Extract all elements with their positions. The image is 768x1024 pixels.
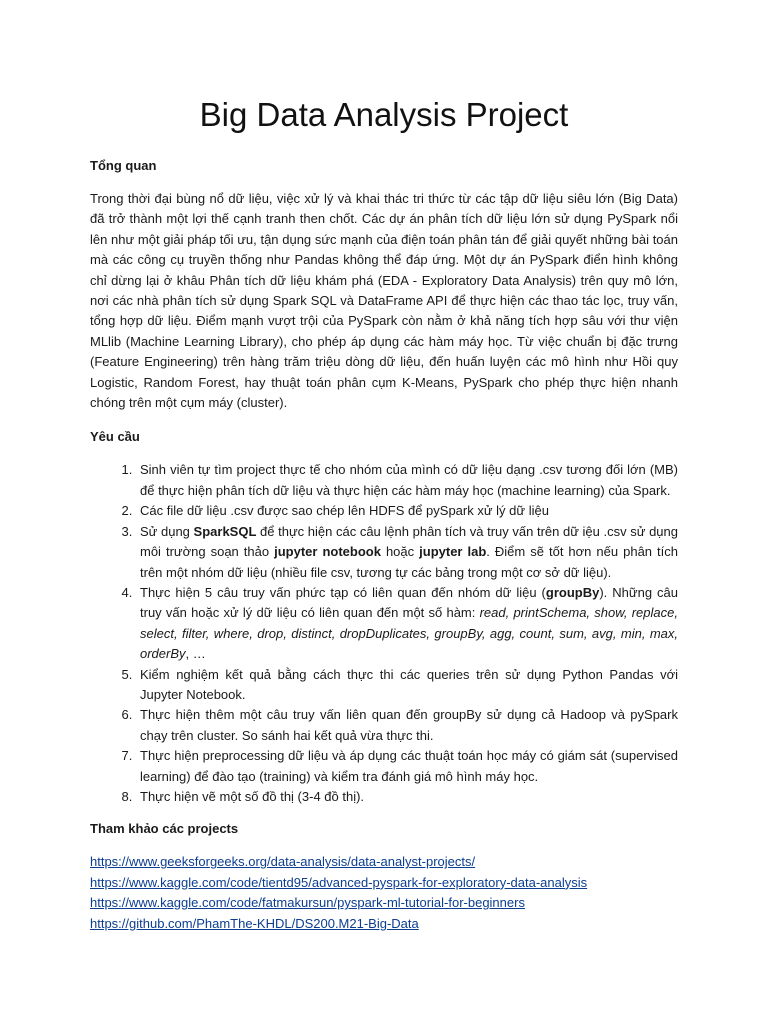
- requirement-item-4-text-c: ). Những câu truy vấn hoặc xử lý dữ liệu có liên quan đến một số hàm:: [140, 584, 678, 621]
- requirement-item-3-text-e: hoặc: [380, 544, 420, 560]
- requirement-item-4-text-a: Thực hiện 5 câu truy vấn phức tạp có liên quan đến nhóm dữ liệu (: [140, 584, 546, 600]
- jupyter-lab-term: jupyter lab: [419, 544, 487, 560]
- overview-paragraph: Trong thời đại bùng nổ dữ liệu, việc xử lý và khai thác tri thức từ các tập dữ liệu siêu lớn (Big Data) đã trở thành một lợi thế cạnh tranh then chốt. Các dự án phân tích dữ liệu lớn sử dụng PySpark nổi lên như một giải pháp tối ưu, tận dụng sức mạnh của điện toán phân tán để giải quyết những bài toán mà các công cụ truyền thống như Pandas không thể đáp ứng. Một dự án PySpark điển hình không chỉ dừng lại ở khâu Phân tích dữ liệu khám phá (EDA - Exploratory Data Analysis) trên quy mô lớn, nơi các nhà phân tích sử dụng Spark SQL và DataFrame API để thực hiện các thao tác lọc, truy vấn, tổng hợp dữ liệu. Điểm mạnh vượt trội của PySpark còn nằm ở khả năng tích hợp sâu với thư viện MLlib (Machine Learning Library), cho phép áp dụng các hàm máy học. Từ việc chuẩn bị đặc trưng (Feature Engineering) trên hàng trăm triệu dòng dữ liệu, đến huấn luyện các mô hình như Hồi quy Logistic, Random Forest, hay thuật toán phân cụm K-Means, PySpark cho phép thực hiện nhanh chóng trên một cụm máy (cluster).: [90, 191, 678, 411]
- groupby-term: groupBy: [545, 584, 600, 600]
- overview-heading: Tổng quan: [90, 158, 157, 173]
- requirements-heading: Yêu cầu: [90, 429, 140, 445]
- requirement-item-5: 5. Kiểm nghiệm kết quả bằng cách thực thi các queries trên sử dụng Python Pandas với Jupyter Notebook.: [136, 665, 678, 706]
- reference-link-3[interactable]: https://www.kaggle.com/code/fatmakursun/pyspark-ml-tutorial-for-beginners: [90, 895, 525, 911]
- requirement-item-8: 8. Thực hiện vẽ một số đồ thị (3-4 đồ thị).: [136, 787, 678, 807]
- requirement-item-3-text-c: để thực hiện các câu lệnh phân tích và truy vấn trên dữ iệu .csv sử dụng môi trường soạn thảo: [140, 523, 678, 560]
- requirement-item-2: 2. Các file dữ liệu .csv được sao chép lên HDFS để pySpark xử lý dữ liệu: [136, 501, 678, 521]
- references-heading: Tham khảo các projects: [90, 821, 239, 837]
- function-list: read, printSchema, show, replace, select, filter, where, drop, distinct, dropDuplicates, groupBy, agg, count, sum, avg, min, max, orderBy: [140, 605, 678, 662]
- requirement-item-3: [136, 522, 678, 583]
- reference-link-2[interactable]: https://www.kaggle.com/code/tientd95/advanced-pyspark-for-exploratory-data-analysis: [90, 874, 588, 890]
- requirement-item-4: [136, 583, 678, 665]
- reference-link-1[interactable]: https://www.geeksforgeeks.org/data-analysis/data-analyst-projects/: [90, 854, 476, 870]
- requirements-list: [90, 460, 678, 807]
- requirement-item-7: 7. Thực hiện preprocessing dữ liệu và áp dụng các thuật toán học máy có giám sát (supervised learning) để đào tạo (training) và kiểm tra đánh giá mô hình máy học.: [136, 746, 678, 787]
- document-title: Big Data Analysis Project: [199, 96, 569, 133]
- requirement-item-6: 6. Thực hiện thêm một câu truy vấn liên quan đến groupBy sử dụng cả Hadoop và pySpark chạy trên cluster. So sánh hai kết quả vừa thực thi.: [136, 705, 678, 746]
- requirement-item-4-text-e: , …: [185, 646, 206, 662]
- reference-link-4[interactable]: https://github.com/PhamThe-KHDL/DS200.M21-Big-Data: [90, 915, 419, 931]
- requirement-item-3-text-a: Sử dụng: [140, 523, 194, 539]
- jupyter-notebook-term: jupyter notebook: [274, 544, 381, 560]
- requirement-item-3-text-g: . Điểm sẽ tốt hơn nếu phân tích trên một nhóm dữ liệu (nhiều file csv, tương tự các bảng trong một cơ sở dữ liệu).: [140, 544, 678, 580]
- requirement-item-1: 1. Sinh viên tự tìm project thực tế cho nhóm của mình có dữ liệu dạng .csv tương đối lớn (MB) để thực hiện phân tích dữ liệu và thực hiện các hàm máy học (machine learning) của Spark.: [136, 460, 678, 501]
- document-body: [90, 158, 678, 934]
- sparksql-term: SparkSQL: [193, 523, 257, 539]
- reference-links: [90, 852, 678, 934]
